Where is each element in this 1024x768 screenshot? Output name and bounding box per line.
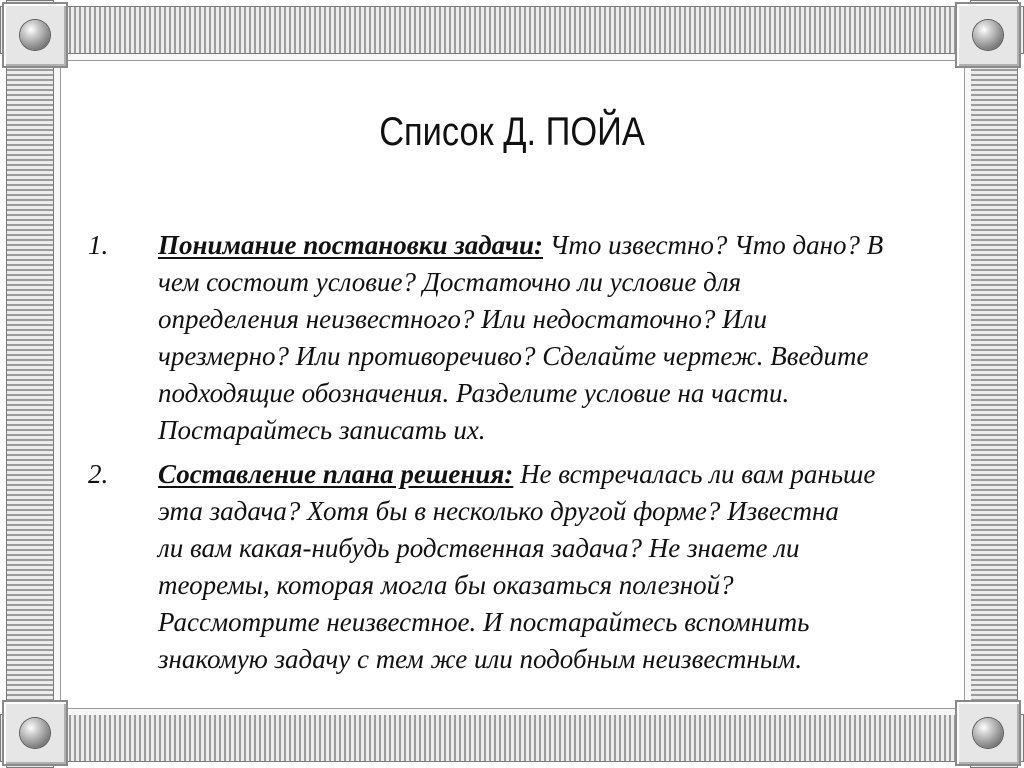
frame-corner-bottom-left	[2, 700, 68, 766]
list-item-body	[158, 227, 948, 449]
frame-inner-top	[40, 54, 984, 61]
list-item-lead: Составление плана решения:	[158, 459, 514, 489]
frame-top-rail	[0, 6, 1024, 54]
list-item-body	[158, 456, 948, 678]
list-item-number: 2.	[88, 459, 109, 489]
rivet-icon	[973, 20, 1003, 50]
frame-corner-top-left	[2, 2, 68, 68]
frame-corner-top-right	[955, 2, 1021, 68]
list-item-number: 1.	[88, 230, 109, 260]
frame-corner-bottom-right	[955, 700, 1021, 766]
frame-inner-right	[964, 40, 971, 728]
frame-bottom-rail	[0, 714, 1024, 762]
frame-inner-left	[54, 40, 61, 728]
list-item-text: Что известно? Что дано? В чем состоит условие? Достаточно ли условие для определения неизвестного? Или недостаточно? Или чрезмерно? Или противоречиво? Сделайте чертеж. Введите подходящие обозначения. Разделите условие на части. Постарайтесь записать их.	[158, 230, 884, 445]
list-item-lead: Понимание постановки задачи:	[158, 230, 544, 260]
rivet-icon	[20, 20, 50, 50]
rivet-icon	[20, 718, 50, 748]
rivet-icon	[973, 718, 1003, 748]
frame-left-rail	[6, 0, 54, 768]
list-item-text: Не встречалась ли вам раньше эта задача? Хотя бы в несколько другой форме? Известна ли вам какая-нибудь родственная задача? Не знаете ли теоремы, которая могла бы оказаться полезной? Рассмотрите неизвестное. И постарайтесь вспомнить знакомую задачу с тем же или подобным неизвестным.	[158, 459, 876, 674]
frame-inner-bottom	[40, 708, 984, 715]
slide-title: Список Д. ПОЙА	[379, 110, 645, 154]
frame-right-rail	[970, 0, 1018, 768]
